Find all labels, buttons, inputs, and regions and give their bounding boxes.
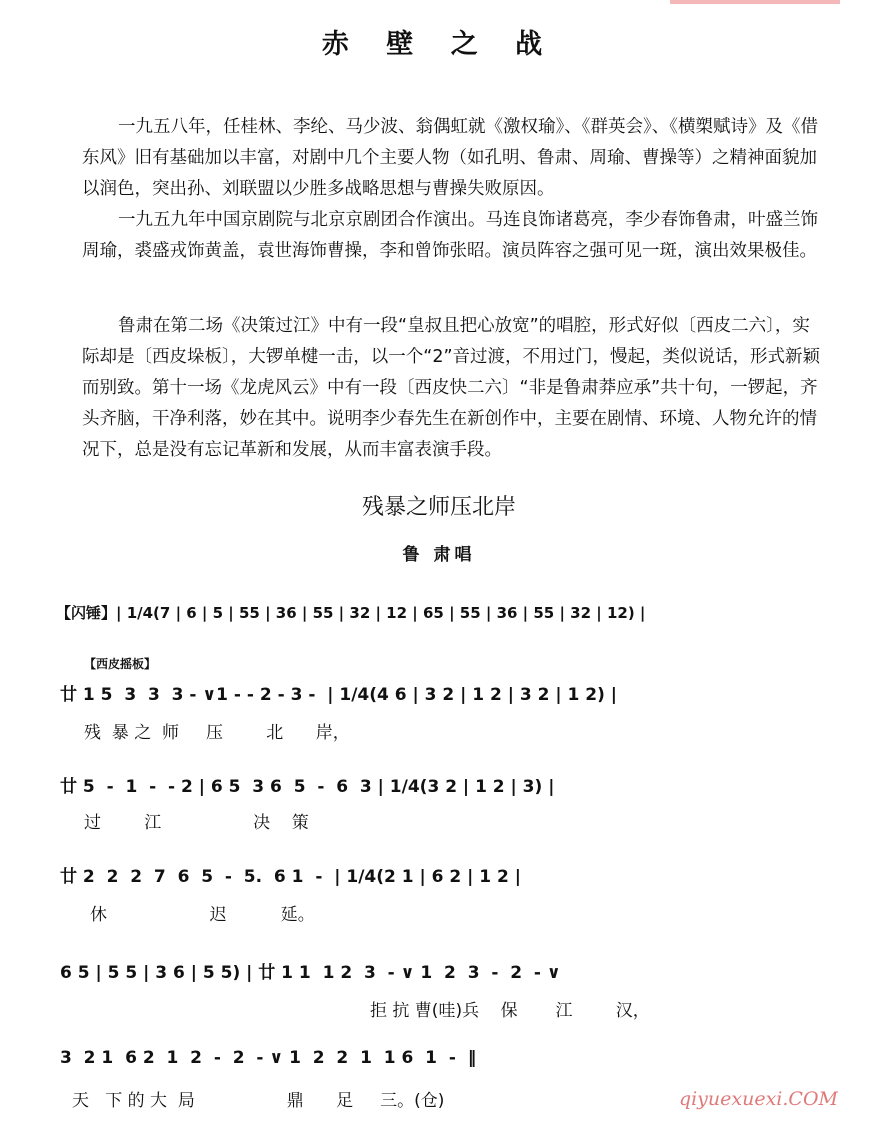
score-row-4: 廿 2 2 2 7 6 5 - 5. 6 1 - | 1/4(2 1 | 6 2 | 1 2 | xyxy=(60,867,521,887)
song-title: 残暴之师压北岸 xyxy=(361,495,516,520)
score-row-3: 廿 5 - 1 - - 2 | 6 5 3 6 5 - 6 3 | 1/4(3 2 | 1 2 | 3) | xyxy=(60,777,555,797)
top-accent-bar xyxy=(670,0,840,4)
paragraph-3: 鲁肃在第二场《决策过江》中有一段“皇叔且把心放宽”的唱腔，形式好似〔西皮二六〕，实际却是〔西皮垛板〕，大锣单楗一击，以一个“2”音过渡，不用过门，慢起，类似说话，形式新颖而别致。第十一场《龙虎风云》中有一段〔西皮快二六〕“非是鲁肃莽应承”共十句，一锣起，齐头齐脑，干净利落，妙在其中。说明李少春先生在新创作中，主要在剧情、环境、人物允许的情况下，总是没有忘记革新和发展，从而丰富表演手段。 xyxy=(82,316,821,460)
score-row-6: 3 2 1 6 2 1 2 - 2 - ∨ 1 2 2 1 1 6 1 - ‖ xyxy=(60,1048,477,1068)
banshi-label: 【西皮摇板】 xyxy=(84,657,157,671)
score-row-5: 6 5 | 5 5 | 3 6 | 5 5) | 廿 1 1 1 2 3 - ∨ 1 2 3 - 2 - ∨ xyxy=(60,963,561,983)
singer-credit: 鲁 肃唱 xyxy=(402,545,476,565)
lyrics-row-6: 天 下 的 大 局 鼎 足 三。(仓) xyxy=(72,1091,445,1111)
watermark: qiyuexuexi.COM xyxy=(678,1088,838,1110)
paragraph-2: 一九五九年中国京剧院与北京京剧团合作演出。马连良饰诸葛亮，李少春饰鲁肃，叶盛兰饰周瑜，裘盛戎饰黄盖，袁世海饰曹操，李和曾饰张昭。演员阵容之强可见一斑，演出效果极佳。 xyxy=(82,210,818,261)
lyrics-row-4: 休 迟 延。 xyxy=(90,905,315,925)
lyrics-row-3: 过 江 决 策 xyxy=(84,813,309,833)
score-row-1: 【闪锤】| 1/4(7 | 6 | 5 | 55 | 36 | 55 | 32 | 12 | 65 | 55 | 36 | 55 | 32 | 12) | xyxy=(56,604,646,622)
lyrics-row-5: 拒 抗 曹(哇)兵 保 江 汉， xyxy=(370,1001,650,1021)
lyrics-row-2: 残 暴 之 师 压 北 岸， xyxy=(84,723,350,743)
page-title: 赤 壁 之 战 xyxy=(321,29,557,60)
score-row-2: 廿 1 5 3 3 3 - ∨1 - - 2 - 3 - | 1/4(4 6 | 3 2 | 1 2 | 3 2 | 1 2) | xyxy=(60,685,617,705)
paragraph-1: 一九五八年，任桂林、李纶、马少波、翁偶虹就《激权瑜》、《群英会》、《横槊赋诗》及《借东风》旧有基础加以丰富，对剧中几个主要人物（如孔明、鲁肃、周瑜、曹操等）之精神面貌加以润色，突出孙、刘联盟以少胜多战略思想与曹操失败原因。 xyxy=(82,117,818,199)
